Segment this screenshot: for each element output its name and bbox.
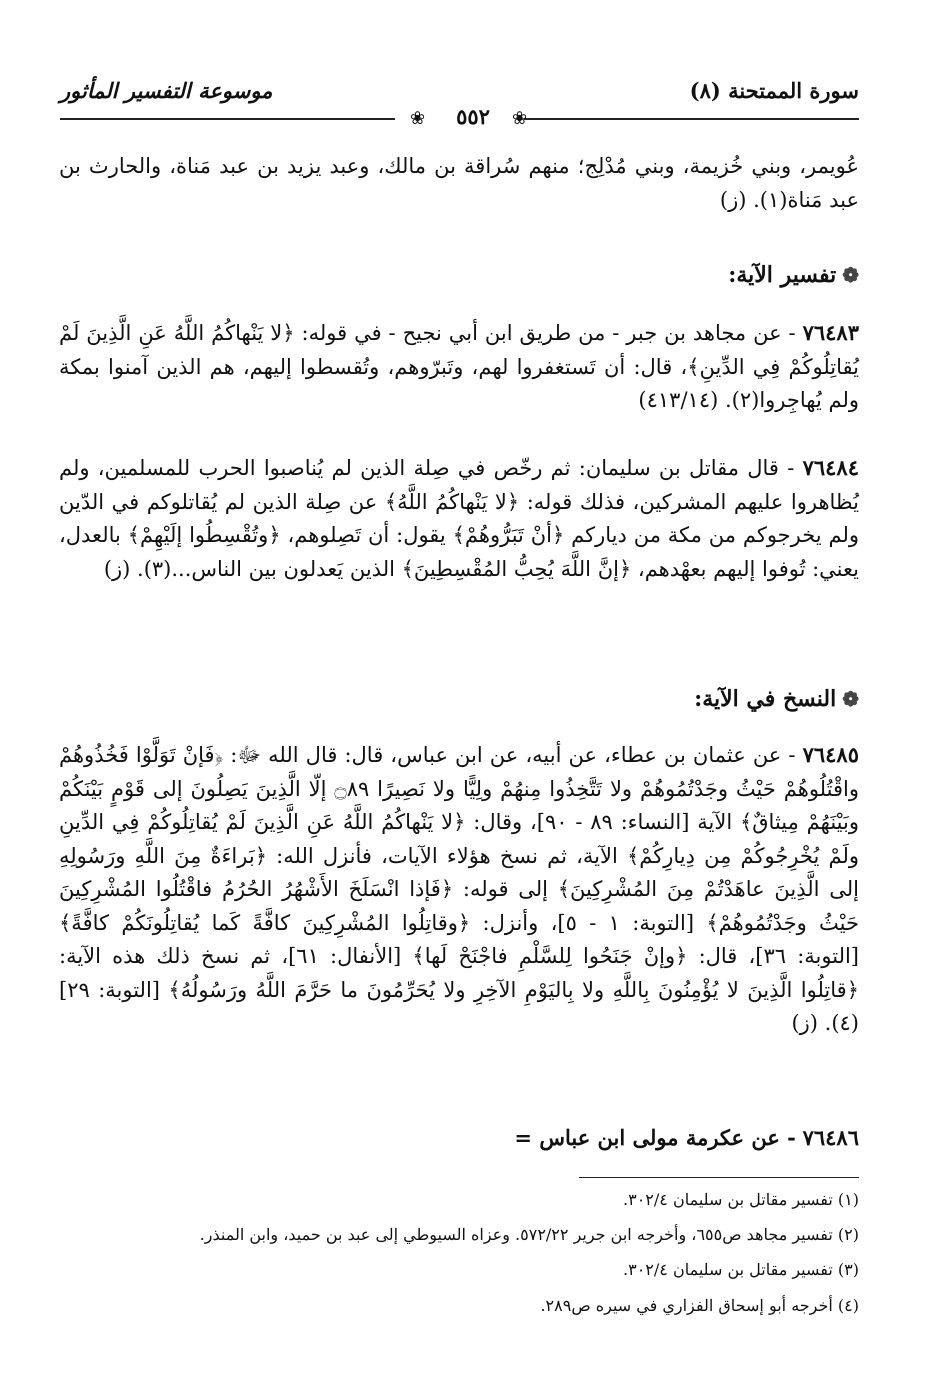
header-rule-left [60, 118, 395, 120]
narration-text: - عن عكرمة مولى ابن عباس = [514, 1125, 796, 1150]
narration-text: - قال مقاتل بن سليمان: ثم رخّص في صِلة الذين لم يُناصبوا الحرب للمسلمين، ولم يُظاهروا عليهم المشركين، فذلك قوله: ﴿لا يَنْهاكُمُ اللَّهُ﴾ عن صِلة الذين لم يُقاتلوكم في الدّين ولم يخرجوكم من مكة من دياركم ﴿أنْ تَبَرُّوهُمْ﴾ يقول: أن تَصِلوهم، ﴿وتُقْسِطُوا إلَيْهِمْ﴾ بالعدل، يعني: تُوفوا إليهم بعهْدهم، ﴿إنَّ اللَّهَ يُحِبُّ المُقْسِطِينَ﴾ الذين يَعدلون بين الناس...(٣). (ز) [59, 456, 859, 581]
flower-ornament-icon: ❁ [842, 687, 859, 711]
footnote-divider [579, 1177, 859, 1178]
narration-text: - عن مجاهد بن جبر - من طريق ابن أبي نجيح - في قوله: ﴿لا يَنْهاكُمُ اللَّهُ عَنِ الَّذِينَ لَمْ يُقاتِلُوكُمْ فِي الدِّينِ﴾، قال: أن تَستغفروا لهم، وتَبرّوهم، وتُقسطوا إليهم، هم الذين آمنوا بمكة ولم يُهاجِروا(٢). (٤١٣/١٤) [59, 321, 860, 412]
section-title: تفسير الآية: [728, 262, 837, 288]
narration-entry [59, 1121, 859, 1156]
footnote: (٣) تفسير مقاتل بن سليمان ٣٠٢/٤. [623, 1260, 859, 1279]
narration-entry [59, 451, 859, 586]
narration-number: ٧٦٤٨٤ [802, 455, 859, 480]
footnote: (٤) أخرجه أبو إسحاق الفزاري في سيره ص٢٨٩. [540, 1296, 859, 1315]
intro-paragraph: عُويمر، وبني خُزيمة، وبني مُدْلِج؛ منهم سُراقة بن مالك، وعبد يزيد بن عبد مَناة، والحارث بن عبد مَناة(١). (ز) [59, 154, 859, 212]
flower-ornament-icon: ❁ [842, 263, 859, 287]
header-rule-right [524, 118, 859, 120]
section-heading-tafsir [728, 262, 859, 288]
running-header-book-title: موسوعة التفسير المأثور [60, 78, 273, 103]
narration-text: - عن عثمان بن عطاء، عن أبيه، عن ابن عباس، قال: قال الله ﷻ: ﴿فَإنْ تَوَلَّوْا فَخُذُوهُمْ واقْتُلُوهُمْ حَيْثُ وجَدْتُمُوهُمْ ولا تَتَّخِذُوا مِنهُمْ ولِيًّا ولا نَصِيرًا ۝٨٩ إلّا الَّذِينَ يَصِلُونَ إلى قَوْمٍ بَيْنَكُمْ وبَيْنَهُمْ مِيثاقٌ﴾ الآية [النساء: ٨٩ - ٩٠]، وقال: ﴿لا يَنْهاكُمُ اللَّهُ عَنِ الَّذِينَ لَمْ يُقاتِلُوكُمْ فِي الدِّينِ ولَمْ يُخْرِجُوكُمْ مِن دِيارِكُمْ﴾ الآية، ثم نسخ هؤلاء الآيات، فأنزل الله: ﴿بَراءَةٌ مِنَ اللَّهِ ورَسُولِهِ إلى الَّذِينَ عاهَدْتُمْ مِنَ المُشْرِكِينَ﴾ إلى قوله: ﴿فَإذا انْسَلَخَ الأَشْهُرُ الحُرُمُ فاقْتُلُوا المُشْرِكِينَ حَيْثُ وجَدْتُمُوهُمْ﴾ [التوبة: ١ - ٥]، وأنزل: ﴿وقاتِلُوا المُشْرِكِينَ كافَّةً كَما يُقاتِلُونَكُمْ كافَّةً﴾ [التوبة: ٣٦]، قال: ﴿وإنْ جَنَحُوا لِلسَّلْمِ فاجْنَحْ لَها﴾ [الأنفال: ٦١]، ثم نسخ ذلك هذه الآية: ﴿قاتِلُوا الَّذِينَ لا يُؤْمِنُونَ بِاللَّهِ ولا بِاليَوْمِ الآخِرِ ولا يُحَرِّمُونَ ما حَرَّمَ اللَّهُ ورَسُولُهُ﴾ [التوبة: ٢٩](٤). (ز) [59, 743, 860, 1035]
footnote: (٢) تفسير مجاهد ص٦٥٥، وأخرجه ابن جرير ٥٧٢/٢٢. وعزاه السيوطي إلى عبد بن حميد، وابن المنذر. [199, 1225, 859, 1244]
narration-entry [59, 738, 859, 1041]
ornament-icon: ❀ [410, 108, 426, 129]
narration-number: ٧٦٤٨٦ [802, 1125, 859, 1150]
section-title: النسخ في الآية: [694, 686, 837, 712]
narration-number: ٧٦٤٨٣ [802, 320, 859, 345]
narration-number: ٧٦٤٨٥ [802, 742, 859, 767]
footnote: (١) تفسير مقاتل بن سليمان ٣٠٢/٤. [623, 1190, 859, 1209]
ornament-icon: ❀ [512, 108, 528, 129]
running-header-surah: سورة الممتحنة (٨) [689, 78, 859, 103]
page-number: ٥٥٢ [456, 104, 490, 129]
section-heading-naskh [694, 686, 859, 712]
narration-entry [59, 316, 859, 418]
